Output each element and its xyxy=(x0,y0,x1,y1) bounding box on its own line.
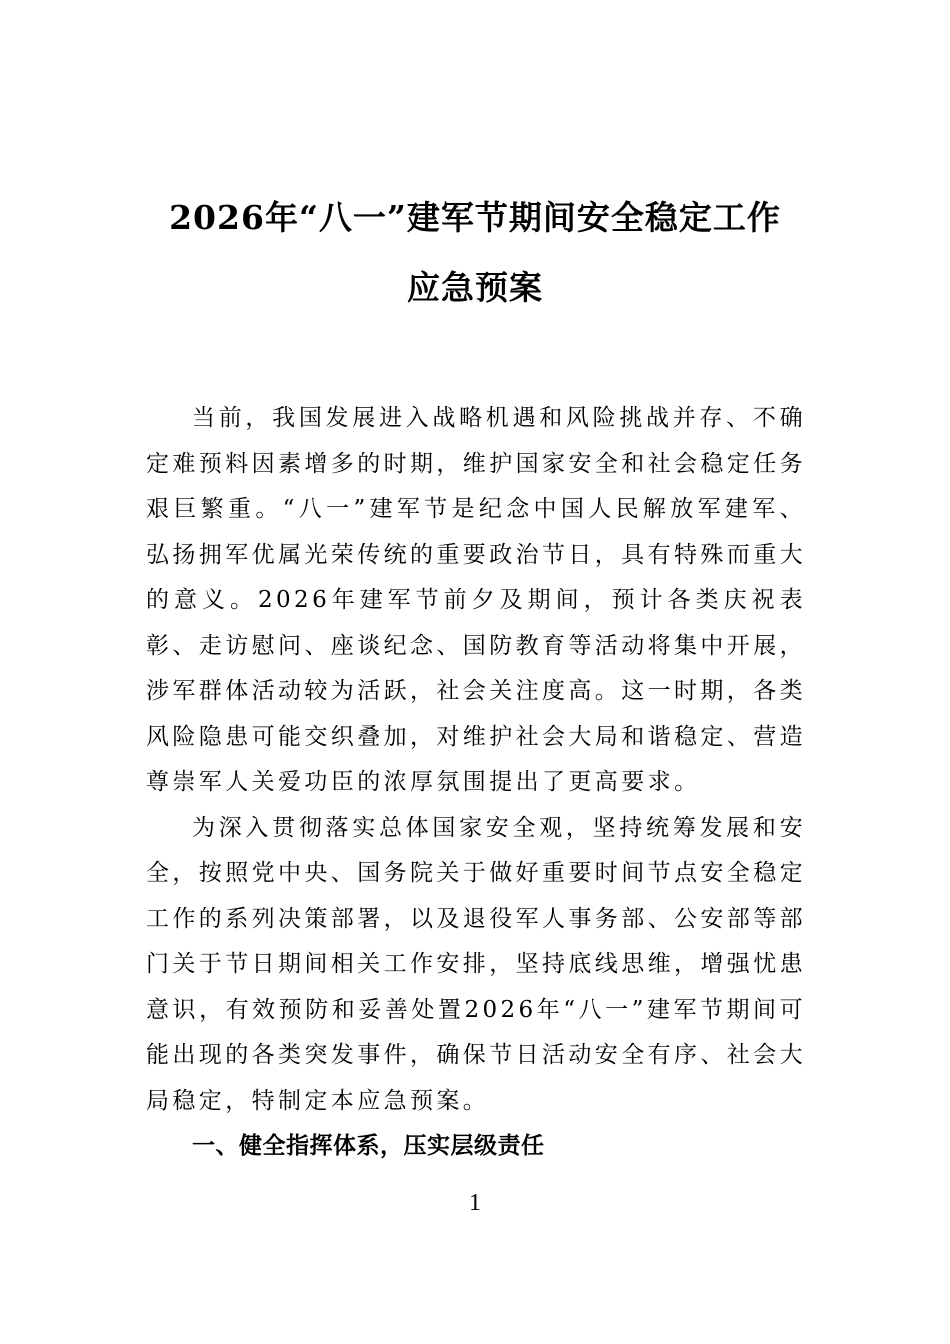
page-number: 1 xyxy=(469,1190,481,1216)
paragraph-intro: 当前，我国发展进入战略机遇和风险挑战并存、不确定难预料因素增多的时期，维护国家安全和社会稳定任务艰巨繁重。“八一”建军节是纪念中国人民解放军建军、弘扬拥军优属光荣传统的重要政治节日，具有特殊而重大的意义。2026年建军节前夕及期间，预计各类庆祝表彰、走访慰问、座谈纪念、国防教育等活动将集中开展，涉军群体活动较为活跃，社会关注度高。这一时期，各类风险隐患可能交织叠加，对维护社会大局和谐稳定、营造尊崇军人关爱功臣的浓厚氛围提出了更高要求。 xyxy=(146,405,806,795)
document-body xyxy=(146,396,806,1170)
document-title-line-2: 应急预案 xyxy=(407,268,543,307)
document-title-line-1: 2026年“八一”建军节期间安全稳定工作 xyxy=(169,198,781,237)
section-heading-1: 一、健全指挥体系，压实层级责任 xyxy=(192,1133,545,1159)
paragraph-purpose: 为深入贯彻落实总体国家安全观，坚持统筹发展和安全，按照党中央、国务院关于做好重要时间节点安全稳定工作的系列决策部署，以及退役军人事务部、公安部等部门关于节日期间相关工作安排，坚持底线思维，增强忧患意识，有效预防和妥善处置2026年“八一”建军节期间可能出现的各类突发事件，确保节日活动安全有序、社会大局稳定，特制定本应急预案。 xyxy=(146,814,806,1114)
